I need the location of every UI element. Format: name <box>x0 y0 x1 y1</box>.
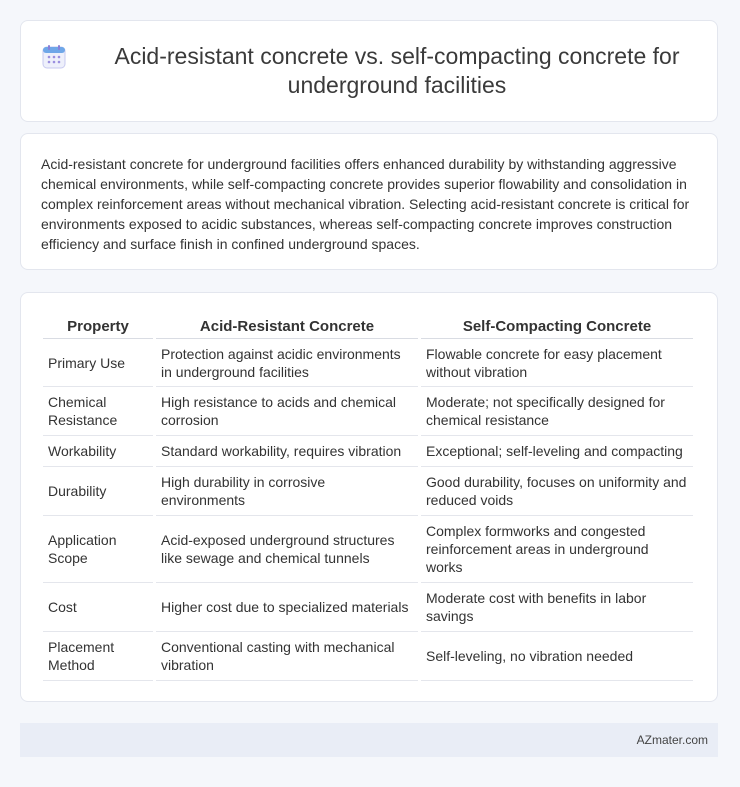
comparison-table <box>40 313 696 681</box>
table-header-row <box>43 313 693 339</box>
acid-resistant-cell: High durability in corrosive environments <box>156 467 418 516</box>
property-cell: Application Scope <box>43 516 153 583</box>
footer <box>20 723 718 757</box>
calendar-icon <box>41 44 67 70</box>
table-row <box>43 436 693 467</box>
acid-resistant-cell: High resistance to acids and chemical corrosion <box>156 387 418 436</box>
property-cell: Placement Method <box>43 632 153 681</box>
acid-resistant-cell: Conventional casting with mechanical vibration <box>156 632 418 681</box>
acid-resistant-cell: Higher cost due to specialized materials <box>156 583 418 632</box>
self-compacting-cell: Moderate; not specifically designed for chemical resistance <box>421 387 693 436</box>
self-compacting-cell: Flowable concrete for easy placement without vibration <box>421 339 693 387</box>
acid-resistant-cell: Standard workability, requires vibration <box>156 436 418 467</box>
property-cell: Durability <box>43 467 153 516</box>
header-property: Property <box>43 313 153 339</box>
title-wrap <box>21 42 717 100</box>
table-row <box>43 467 693 516</box>
self-compacting-cell: Moderate cost with benefits in labor savings <box>421 583 693 632</box>
property-cell: Cost <box>43 583 153 632</box>
acid-resistant-cell: Acid-exposed underground structures like sewage and chemical tunnels <box>156 516 418 583</box>
header-acid-resistant: Acid-Resistant Concrete <box>156 313 418 339</box>
table-row <box>43 583 693 632</box>
property-cell: Primary Use <box>43 339 153 387</box>
page-title: Acid-resistant concrete vs. self-compacting concrete for underground facilities <box>114 43 680 98</box>
table-row <box>43 339 693 387</box>
footer-brand: AZmater.com <box>636 733 708 747</box>
header-self-compacting: Self-Compacting Concrete <box>421 313 693 339</box>
self-compacting-cell: Good durability, focuses on uniformity and reduced voids <box>421 467 693 516</box>
summary-card <box>20 133 718 270</box>
table-row <box>43 632 693 681</box>
table-row <box>43 387 693 436</box>
self-compacting-cell: Exceptional; self-leveling and compacting <box>421 436 693 467</box>
summary-text: Acid-resistant concrete for underground facilities offers enhanced durability by withstanding aggressive chemical environments, while self-compacting concrete provides superior flowability and consolidation in complex reinforcement areas without mechanical vibration. Selecting acid-resistant concrete is critical for environments exposed to acidic substances, whereas self-compacting concrete improves construction efficiency and surface finish in confined underground spaces. <box>41 156 690 252</box>
table-row <box>43 516 693 583</box>
property-cell: Workability <box>43 436 153 467</box>
acid-resistant-cell: Protection against acidic environments in underground facilities <box>156 339 418 387</box>
property-cell: Chemical Resistance <box>43 387 153 436</box>
title-card <box>20 20 718 122</box>
self-compacting-cell: Complex formworks and congested reinforcement areas in underground works <box>421 516 693 583</box>
self-compacting-cell: Self-leveling, no vibration needed <box>421 632 693 681</box>
comparison-table-card <box>20 292 718 702</box>
